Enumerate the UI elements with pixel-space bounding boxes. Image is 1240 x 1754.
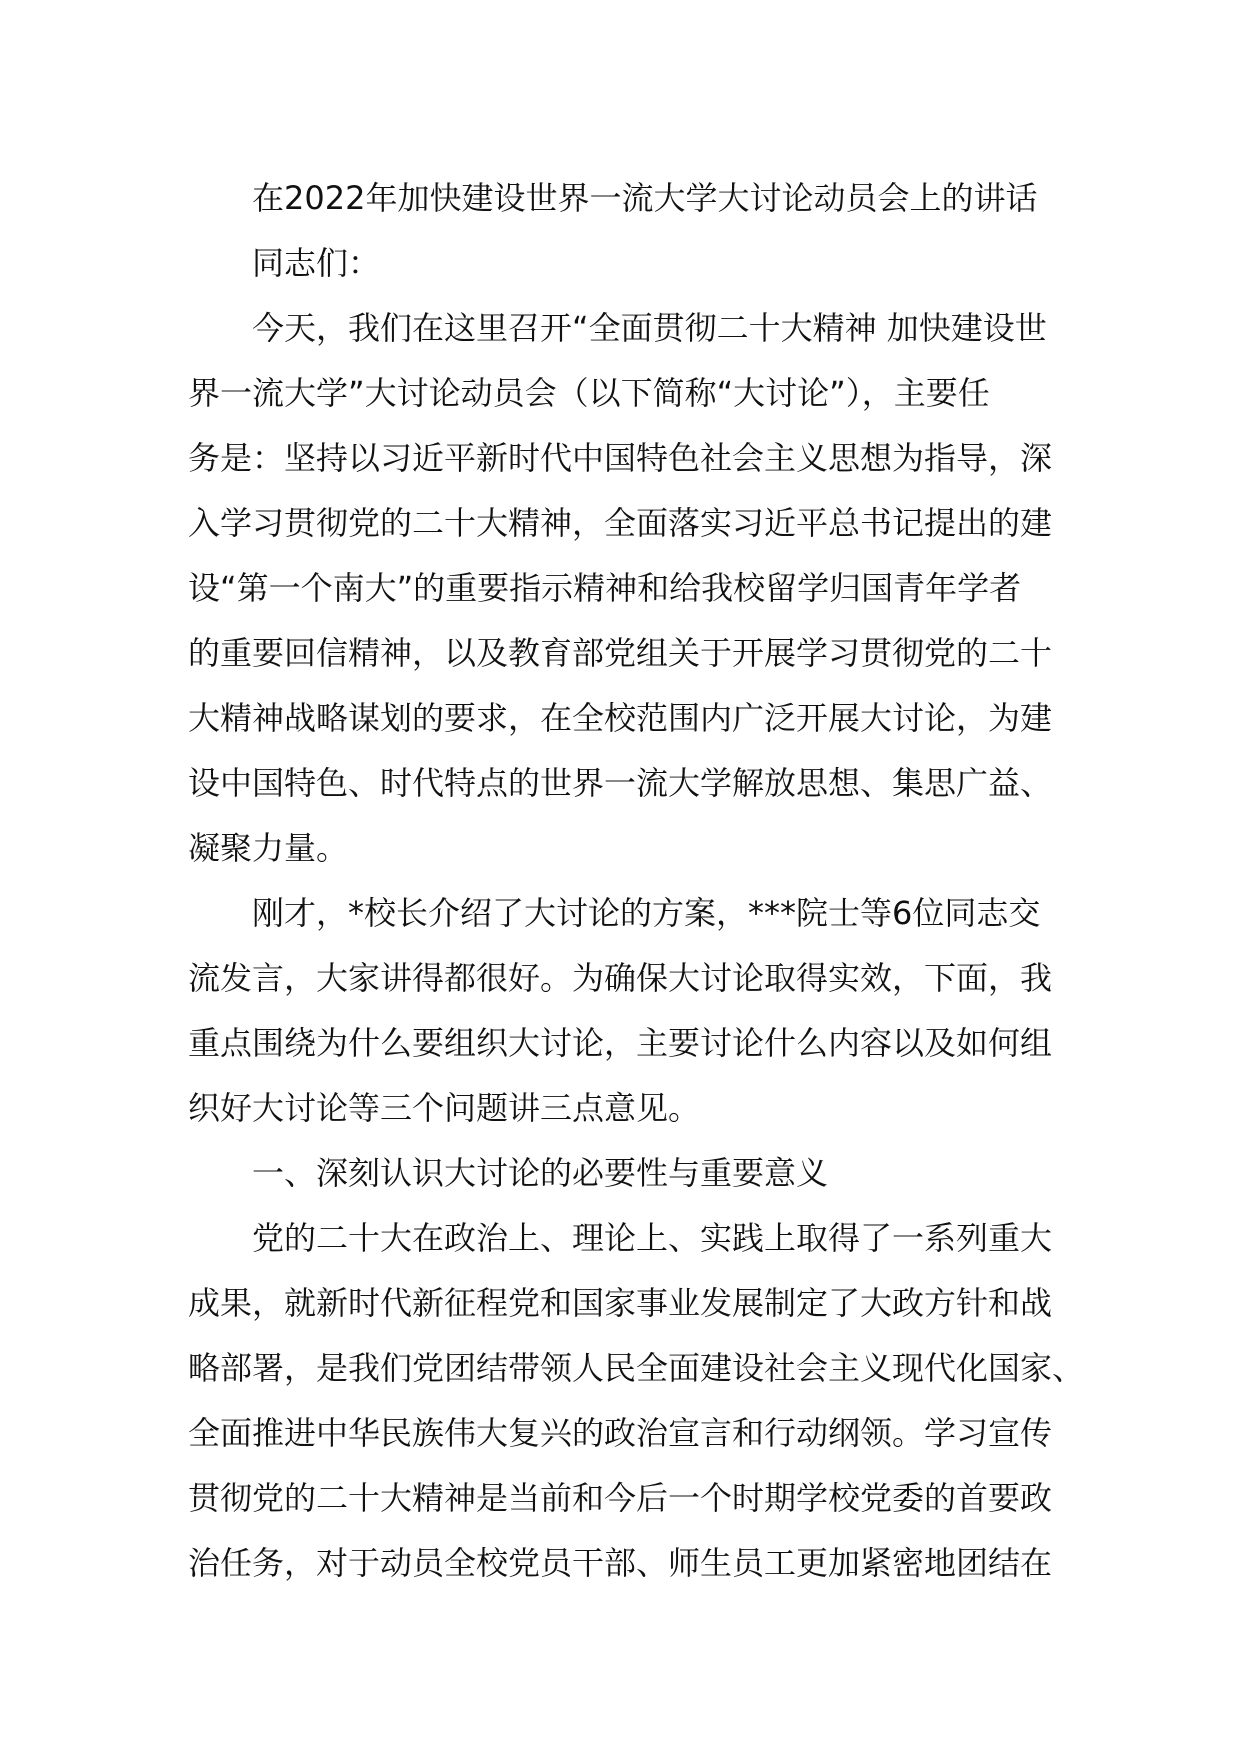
paragraph-line: 的重要回信精神，以及教育部党组关于开展学习贯彻党的二十 bbox=[188, 634, 1053, 672]
paragraph-line: 略部署，是我们党团结带领人民全面建设社会主义现代化国家、 bbox=[188, 1349, 1085, 1387]
paragraph-line: 界一流大学”大讨论动员会（以下简称“大讨论”），主要任 bbox=[188, 374, 990, 412]
section-paragraph bbox=[188, 1206, 1085, 1596]
paragraph-line: 刚才，*校长介绍了大讨论的方案，***院士等6位同志交 bbox=[252, 894, 1041, 932]
paragraph-line: 入学习贯彻党的二十大精神，全面落实习近平总书记提出的建 bbox=[188, 504, 1053, 542]
paragraph-line: 成果，就新时代新征程党和国家事业发展制定了大政方针和战 bbox=[188, 1284, 1053, 1322]
greeting: 同志们： bbox=[252, 244, 381, 282]
paragraph-line: 务是：坚持以习近平新时代中国特色社会主义思想为指导，深 bbox=[188, 439, 1053, 477]
paragraph-line: 大精神战略谋划的要求，在全校范围内广泛开展大讨论，为建 bbox=[188, 699, 1053, 737]
paragraph-2 bbox=[188, 881, 1054, 1141]
paragraph-line: 贯彻党的二十大精神是当前和今后一个时期学校党委的首要政 bbox=[188, 1479, 1053, 1517]
paragraph-line: 今天，我们在这里召开“全面贯彻二十大精神 加快建设世 bbox=[252, 309, 1047, 347]
paragraph-line: 织好大讨论等三个问题讲三点意见。 bbox=[188, 1089, 701, 1127]
section-heading: 一、深刻认识大讨论的必要性与重要意义 bbox=[252, 1154, 829, 1192]
paragraph-line: 治任务，对于动员全校党员干部、师生员工更加紧密地团结在 bbox=[188, 1544, 1053, 1582]
document-body bbox=[188, 166, 1085, 1596]
paragraph-line: 重点围绕为什么要组织大讨论，主要讨论什么内容以及如何组 bbox=[188, 1024, 1053, 1062]
paragraph-line: 设“第一个南大”的重要指示精神和给我校留学归国青年学者 bbox=[188, 569, 1022, 607]
paragraph-line: 流发言，大家讲得都很好。为确保大讨论取得实效，下面，我 bbox=[188, 959, 1053, 997]
paragraph-line: 凝聚力量。 bbox=[188, 829, 349, 867]
paragraph-line: 全面推进中华民族伟大复兴的政治宣言和行动纲领。学习宣传 bbox=[188, 1414, 1053, 1452]
paragraph-1 bbox=[188, 296, 1054, 881]
paragraph-line: 设中国特色、时代特点的世界一流大学解放思想、集思广益、 bbox=[188, 764, 1053, 802]
paragraph-line: 党的二十大在政治上、理论上、实践上取得了一系列重大 bbox=[252, 1219, 1053, 1257]
document-title: 在2022年加快建设世界一流大学大讨论动员会上的讲话 bbox=[252, 179, 1038, 217]
